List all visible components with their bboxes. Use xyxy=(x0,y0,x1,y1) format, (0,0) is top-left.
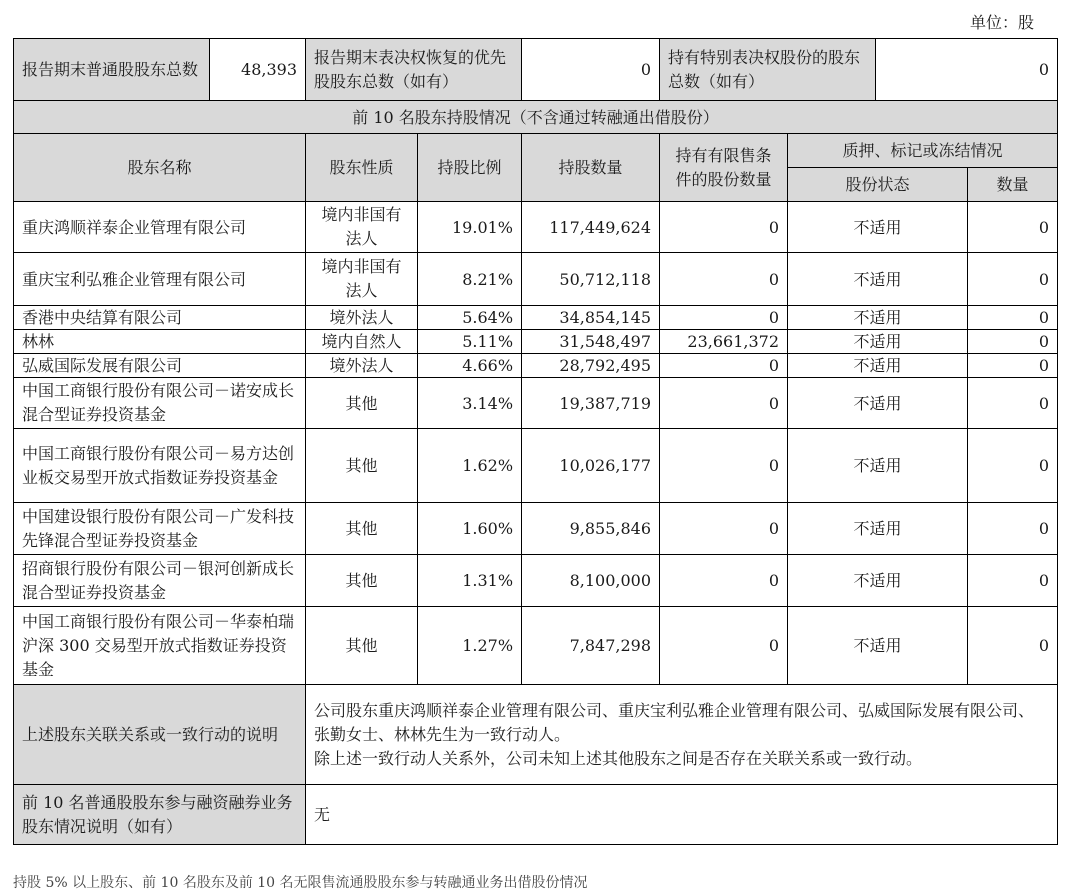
row-nature: 其他 xyxy=(306,503,418,555)
row-nature: 境外法人 xyxy=(306,306,418,330)
row-ratio: 1.62% xyxy=(418,429,522,503)
row-qty: 8,100,000 xyxy=(522,555,660,607)
row-restricted: 0 xyxy=(660,503,788,555)
row-name: 中国工商银行股份有限公司－易方达创业板交易型开放式指数证券投资基金 xyxy=(14,429,306,503)
table-row xyxy=(14,503,1058,555)
row-amount: 0 xyxy=(968,306,1058,330)
row-name: 中国工商银行股份有限公司－华泰柏瑞沪深 300 交易型开放式指数证券投资基金 xyxy=(14,607,306,685)
section-title: 前 10 名股东持股情况（不含通过转融通出借股份） xyxy=(14,101,1058,134)
margin-trading-row xyxy=(14,785,1058,845)
row-status: 不适用 xyxy=(788,378,968,429)
shareholder-table xyxy=(13,38,1058,845)
table-row xyxy=(14,330,1058,354)
row-restricted: 0 xyxy=(660,306,788,330)
row-restricted: 0 xyxy=(660,429,788,503)
row-qty: 9,855,846 xyxy=(522,503,660,555)
section-title-row xyxy=(14,101,1058,134)
row-nature: 其他 xyxy=(306,607,418,685)
row-ratio: 8.21% xyxy=(418,253,522,306)
relation-text xyxy=(306,685,1058,785)
summary-row xyxy=(14,39,1058,101)
row-ratio: 1.60% xyxy=(418,503,522,555)
table-row xyxy=(14,253,1058,306)
row-restricted: 0 xyxy=(660,607,788,685)
row-nature: 其他 xyxy=(306,378,418,429)
row-qty: 28,792,495 xyxy=(522,354,660,378)
margin-trading-value: 无 xyxy=(306,785,1058,845)
row-amount: 0 xyxy=(968,354,1058,378)
row-status: 不适用 xyxy=(788,354,968,378)
row-qty: 50,712,118 xyxy=(522,253,660,306)
row-status: 不适用 xyxy=(788,503,968,555)
row-name: 弘威国际发展有限公司 xyxy=(14,354,306,378)
row-qty: 31,548,497 xyxy=(522,330,660,354)
relation-text-2: 除上述一致行动人关系外，公司未知上述其他股东之间是否存在关联关系或一致行动。 xyxy=(314,748,923,768)
row-status: 不适用 xyxy=(788,253,968,306)
row-ratio: 1.31% xyxy=(418,555,522,607)
row-amount: 0 xyxy=(968,378,1058,429)
row-qty: 19,387,719 xyxy=(522,378,660,429)
table-row xyxy=(14,429,1058,503)
row-restricted: 0 xyxy=(660,253,788,306)
row-restricted: 0 xyxy=(660,202,788,253)
header-amount: 数量 xyxy=(968,168,1058,202)
row-qty: 7,847,298 xyxy=(522,607,660,685)
relation-label: 上述股东关联关系或一致行动的说明 xyxy=(14,685,306,785)
row-name: 中国建设银行股份有限公司－广发科技先锋混合型证券投资基金 xyxy=(14,503,306,555)
special-voting-value: 0 xyxy=(876,39,1058,101)
row-nature: 境内非国有法人 xyxy=(306,202,418,253)
row-amount: 0 xyxy=(968,607,1058,685)
row-ratio: 4.66% xyxy=(418,354,522,378)
footer-note: 持股 5% 以上股东、前 10 名股东及前 10 名无限售流通股股东参与转融通业务出借股份情况 xyxy=(13,875,588,891)
header-pledge: 质押、标记或冻结情况 xyxy=(788,134,1058,168)
table-row xyxy=(14,555,1058,607)
header-row-1 xyxy=(14,134,1058,168)
row-qty: 117,449,624 xyxy=(522,202,660,253)
row-status: 不适用 xyxy=(788,306,968,330)
row-amount: 0 xyxy=(968,503,1058,555)
table-row xyxy=(14,378,1058,429)
row-ratio: 19.01% xyxy=(418,202,522,253)
header-nature: 股东性质 xyxy=(306,134,418,202)
row-status: 不适用 xyxy=(788,202,968,253)
row-qty: 10,026,177 xyxy=(522,429,660,503)
row-amount: 0 xyxy=(968,330,1058,354)
row-amount: 0 xyxy=(968,202,1058,253)
row-status: 不适用 xyxy=(788,555,968,607)
table-row xyxy=(14,306,1058,330)
row-name: 重庆宝利弘雅企业管理有限公司 xyxy=(14,253,306,306)
row-qty: 34,854,145 xyxy=(522,306,660,330)
row-amount: 0 xyxy=(968,253,1058,306)
header-ratio: 持股比例 xyxy=(418,134,522,202)
row-nature: 境内非国有法人 xyxy=(306,253,418,306)
table-row xyxy=(14,607,1058,685)
row-nature: 境外法人 xyxy=(306,354,418,378)
row-restricted: 0 xyxy=(660,378,788,429)
row-ratio: 3.14% xyxy=(418,378,522,429)
row-status: 不适用 xyxy=(788,607,968,685)
preferred-shareholders-label: 报告期末表决权恢复的优先股股东总数（如有） xyxy=(306,39,522,101)
row-name: 中国工商银行股份有限公司－诺安成长混合型证券投资基金 xyxy=(14,378,306,429)
header-status: 股份状态 xyxy=(788,168,968,202)
table-row xyxy=(14,202,1058,253)
special-voting-label: 持有特别表决权股份的股东总数（如有） xyxy=(660,39,876,101)
row-name: 香港中央结算有限公司 xyxy=(14,306,306,330)
row-amount: 0 xyxy=(968,555,1058,607)
preferred-shareholders-value: 0 xyxy=(522,39,660,101)
margin-trading-label: 前 10 名普通股股东参与融资融券业务股东情况说明（如有） xyxy=(14,785,306,845)
row-restricted: 0 xyxy=(660,354,788,378)
header-qty: 持股数量 xyxy=(522,134,660,202)
table-row xyxy=(14,354,1058,378)
row-status: 不适用 xyxy=(788,429,968,503)
row-nature: 其他 xyxy=(306,555,418,607)
row-name: 重庆鸿顺祥泰企业管理有限公司 xyxy=(14,202,306,253)
header-name: 股东名称 xyxy=(14,134,306,202)
unit-label: 单位：股 xyxy=(969,13,1034,32)
row-nature: 境内自然人 xyxy=(306,330,418,354)
row-ratio: 5.64% xyxy=(418,306,522,330)
relation-text-1: 公司股东重庆鸿顺祥泰企业管理有限公司、重庆宝利弘雅企业管理有限公司、弘威国际发展有限公司、张勤女士、林林先生为一致行动人。 xyxy=(314,700,1035,744)
row-nature: 其他 xyxy=(306,429,418,503)
row-status: 不适用 xyxy=(788,330,968,354)
common-shareholders-label: 报告期末普通股股东总数 xyxy=(14,39,210,101)
row-restricted: 0 xyxy=(660,555,788,607)
relation-row xyxy=(14,685,1058,785)
row-restricted: 23,661,372 xyxy=(660,330,788,354)
row-amount: 0 xyxy=(968,429,1058,503)
row-ratio: 5.11% xyxy=(418,330,522,354)
common-shareholders-value: 48,393 xyxy=(210,39,306,101)
row-name: 招商银行股份有限公司－银河创新成长混合型证券投资基金 xyxy=(14,555,306,607)
row-ratio: 1.27% xyxy=(418,607,522,685)
row-name: 林林 xyxy=(14,330,306,354)
header-restricted: 持有有限售条件的股份数量 xyxy=(660,134,788,202)
